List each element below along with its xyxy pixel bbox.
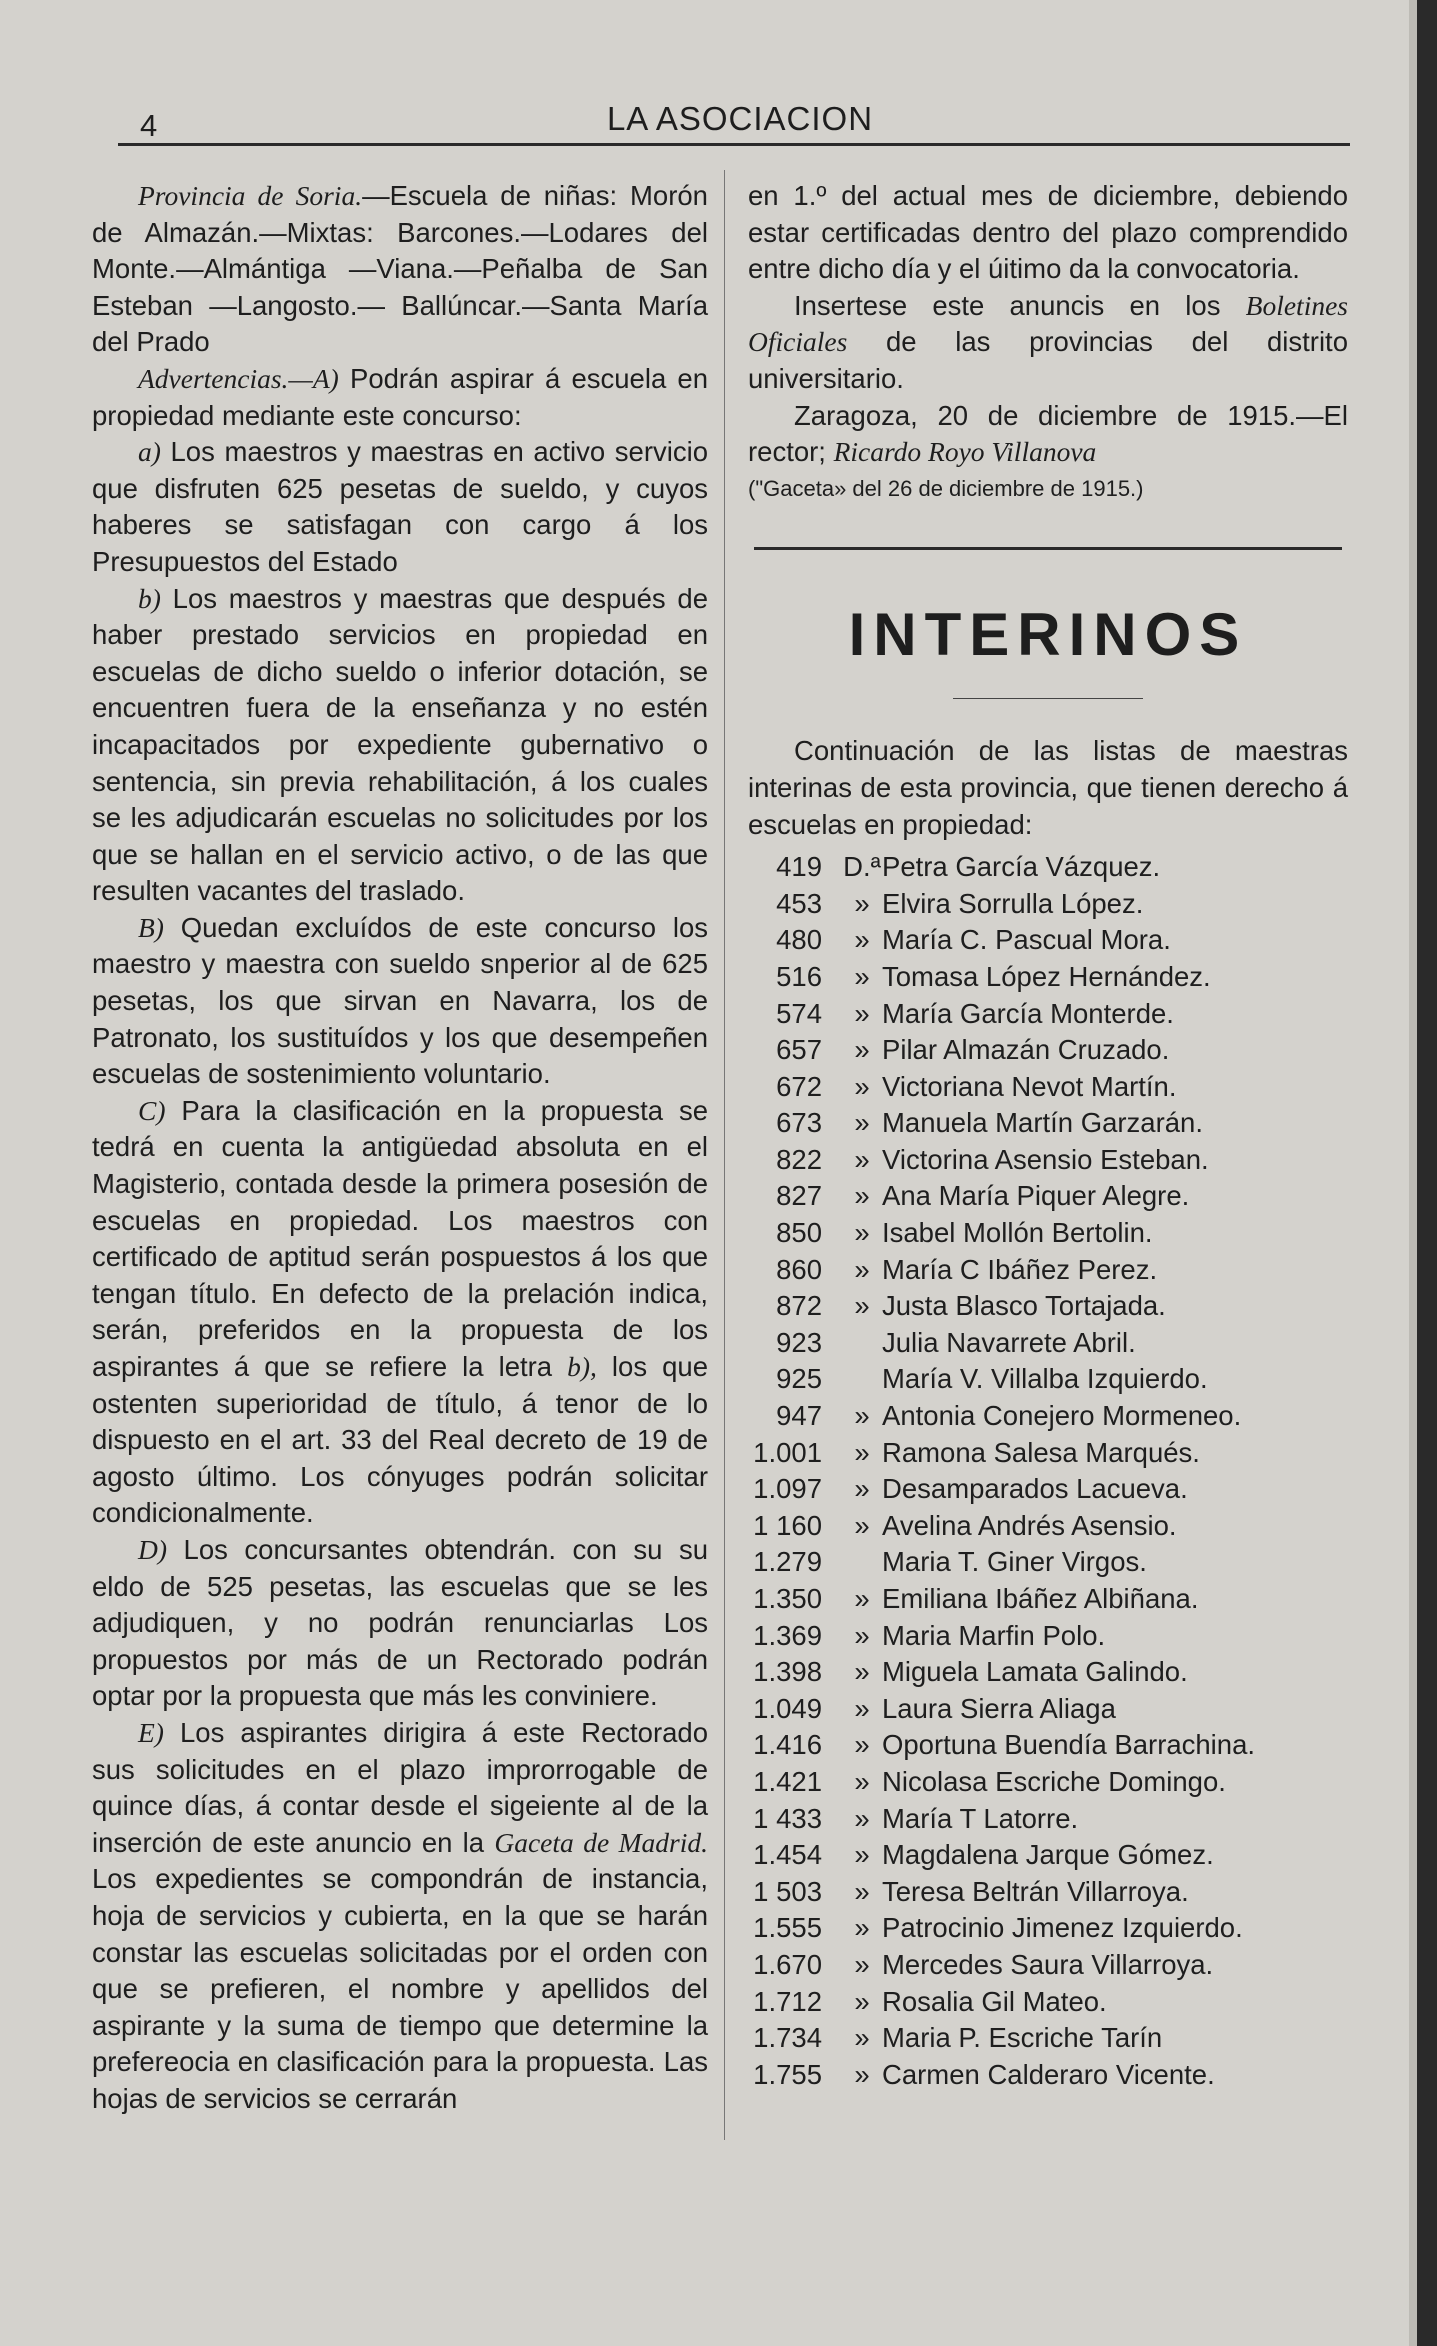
page-edge [1417,0,1437,2346]
list-item-mark: » [854,2022,870,2054]
list-item [748,1508,1348,1545]
list-item-number: 672 [776,1070,822,1102]
list-item-mark: » [854,1912,870,1944]
list-item [748,1032,1348,1069]
list-item-name: Antonia Conejero Mormeneo. [882,1400,1242,1432]
list-item-mark: » [854,1985,870,2017]
paragraph-insertese: Insertese este anuncis en los Boletines Oficiales de las provincias del distrito universitario. [748,289,1348,394]
list-item-number: 673 [776,1107,822,1139]
list-item [748,922,1348,959]
list-item-number: 860 [776,1253,822,1285]
list-item-number: 1 160 [753,1509,822,1541]
list-item-number: 1.416 [753,1729,822,1761]
list-item-name: Emiliana Ibáñez Albiñana. [882,1583,1199,1614]
list-item [748,1764,1348,1801]
list-item [748,1874,1348,1911]
list-item-mark: » [854,1143,870,1175]
gaceta-citation: ("Gaceta» del 26 de diciembre de 1915.) [748,475,1144,501]
list-item-number: 1.734 [753,2022,822,2054]
section-rule [754,547,1342,550]
list-item-mark: » [854,1436,870,1468]
running-head: LA ASOCIACION [606,100,874,137]
list-item-number: 574 [776,997,822,1029]
list-item-number: 923 [776,1326,822,1358]
list-item-name: María T Latorre. [882,1802,1079,1834]
list-item-mark: » [854,1473,870,1505]
list-item-name: Justa Blasco Tortajada. [882,1290,1166,1322]
list-item [748,1984,1348,2021]
list-item-mark: » [854,1583,870,1614]
page-number: 4 [140,108,158,143]
paragraph-advertencias: Advertencias.—A) Podrán aspirar á escuela en propiedad mediante este concurso: [92,362,708,431]
list-item-number: 1.555 [753,1912,822,1944]
list-item-number: 1.454 [753,1839,822,1871]
paragraph-D: D) Los concursantes obtendrán. con su su eldo de 525 pesetas, las escuelas que se les adjudiquen, y no podrán renunciarlas Los propuestos por más de un Rectorado podrán optar por la propuesta que más les conviniere. [92,1533,708,1712]
list-item-name: María C. Pascual Mora. [882,924,1171,956]
list-item-name: Maria T. Giner Virgos. [882,1546,1147,1578]
list-item-mark: » [854,1400,870,1432]
list-item-number: 453 [776,887,822,919]
list-item-name: Petra García Vázquez. [882,851,1161,883]
list-item [748,996,1348,1033]
list-item-name: Rosalia Gil Mateo. [882,1985,1107,2017]
list-item [748,1801,1348,1838]
list-item [748,1252,1348,1289]
list-item [748,1544,1348,1581]
list-item [748,1471,1348,1508]
list-item [748,1069,1348,1106]
list-item-number: 872 [776,1290,822,1322]
list-item-mark: » [854,924,870,956]
list-item-name: María García Monterde. [882,997,1174,1029]
paragraph-signature: Zaragoza, 20 de diciembre de 1915.—El rector; Ricardo Royo Villanova [748,399,1348,468]
list-item-mark: » [854,960,870,992]
list-item-mark: » [854,997,870,1029]
list-item-number: 827 [776,1180,822,1212]
section-title: INTERINOS [848,601,1248,669]
list-item-mark: » [854,1729,870,1761]
list-item-mark: » [854,1070,870,1102]
left-column [92,178,708,2117]
list-item-name: Oportuna Buendía Barrachina. [882,1729,1256,1761]
list-item-mark: » [854,1180,870,1212]
paragraph-E: E) Los aspirantes dirigira á este Rectorado sus solicitudes en el plazo improrrogable de quince días, á contar desde el sigeiente al de la inserción de este anuncio en la Gaceta de Madrid. Los expedientes se compondrán de instancia, hoja de servicios y cubierta, en la que se harán constar las escuelas solicitadas por el orden con que se prefieren, el nombre y apellidos del aspirante y la suma de tiempo que determine la prefereocia en clasificación para la propuesta. Las hojas de servicios se cerrarán [92,1716,708,2114]
list-item-name: María V. Villalba Izquierdo. [882,1363,1208,1395]
list-item-name: Tomasa López Hernández. [882,960,1211,992]
list-item [748,1837,1348,1874]
list-item-mark: » [854,887,870,919]
column-divider [724,170,725,2140]
list-item-number: 1.279 [753,1546,822,1578]
paragraph-intro: Continuación de las listas de maestras interinas de esta provincia, que tienen derecho á escuelas en propiedad: [748,735,1348,840]
list-item-number: 1.001 [753,1436,822,1468]
list-item [748,1947,1348,1984]
list-item-number: 1.755 [753,2058,822,2090]
list-item [748,1142,1348,1179]
list-item [748,1178,1348,1215]
list-item [748,1727,1348,1764]
list-item [748,1288,1348,1325]
list-item-name: Ramona Salesa Marqués. [882,1436,1200,1468]
list-item-name: Avelina Andrés Asensio. [882,1509,1177,1541]
list-item-name: Ana María Piquer Alegre. [882,1180,1190,1212]
list-item [748,1910,1348,1947]
list-item-mark: » [854,1290,870,1322]
list-item-name: María C Ibáñez Perez. [882,1253,1158,1285]
list-item-number: 516 [776,960,822,992]
list-item-mark: » [854,1692,870,1724]
list-item-name: Elvira Sorrulla López. [882,887,1144,919]
list-item [748,1398,1348,1435]
list-item-mark: D.ª [843,851,881,883]
page-edge-shadow [1409,0,1417,2346]
list-item-mark: » [854,1765,870,1797]
list-item-number: 850 [776,1217,822,1249]
list-item [748,1435,1348,1472]
list-item-number: 1.670 [753,1948,822,1980]
list-item [748,1105,1348,1142]
list-item-name: Patrocinio Jimenez Izquierdo. [882,1912,1243,1944]
list-item-name: Mercedes Saura Villarroya. [882,1948,1214,1980]
list-item-number: 1.421 [753,1765,822,1797]
list-item-number: 1 433 [753,1802,822,1834]
province-name: Provincia de Soria. [138,180,363,211]
paragraph-provincia: Provincia de Soria.—Escuela de niñas: Morón de Almazán.—Mixtas: Barcones.—Lodares del Monte.—Almántiga —Viana.—Peñalba de San Esteban —Langosto.— Ballúncar.—Santa María del Prado [92,180,708,358]
list-item [748,1325,1348,1362]
list-item-number: 1.712 [753,1985,822,2017]
list-item [748,1618,1348,1655]
list-item-number: 822 [776,1143,822,1175]
list-item-mark: » [854,1034,870,1066]
list-item-name: Julia Navarrete Abril. [882,1326,1136,1358]
list-item-mark: » [854,1656,870,1688]
paragraph-b: b) Los maestros y maestras que después de haber prestado servicios en propiedad en escuelas de dicho sueldo o inferior dotación, se encuentren fuera de la enseñanza y no estén incapacitados por expediente gubernativo o sentencia, sin previa rehabilitación, á los cuales se les adjudicarán escuelas no solicitudes por los que se hallan en el servicio activo, o de las que resulten vacantes del traslado. [92,582,708,907]
list-item-mark: » [854,1509,870,1541]
list-item-mark: » [854,1839,870,1871]
list-item [748,1581,1348,1618]
list-item-mark: » [854,1948,870,1980]
list-item-mark: » [854,1217,870,1249]
paragraph-continuation: en 1.º del actual mes de diciembre, debiendo estar certificadas dentro del plazo comprendido entre dicho día y el úitimo da la convocatoria. [748,180,1348,285]
list-item [748,1691,1348,1728]
list-item [748,1654,1348,1691]
list-item-name: Isabel Mollón Bertolin. [882,1217,1153,1249]
right-column [748,178,1348,2093]
list-item-name: Desamparados Lacueva. [882,1473,1188,1505]
paragraph-B: B) Quedan excluídos de este concurso los maestro y maestra con sueldo snperior al de 625 pesetas, los que sirvan en Navarra, los de Patronato, los sustituídos y los que desempeñen escuelas de sostenimiento voluntario. [92,911,708,1090]
paragraph-a: a) Los maestros y maestras en activo servicio que disfruten 625 pesetas de sueldo, y cuyos haberes se satisfagan con cargo á los Presupuestos del Estado [92,436,708,577]
list-item-name: Pilar Almazán Cruzado. [882,1034,1170,1066]
list-item-number: 480 [776,924,822,956]
list-item-number: 925 [776,1363,822,1395]
list-item-number: 419 [776,851,822,883]
list-item-number: 1.049 [753,1692,822,1724]
section-title-underline [953,698,1143,699]
list-item-mark: » [854,2058,870,2090]
list-item-name: Nicolasa Escriche Domingo. [882,1765,1226,1797]
list-item-number: 1.350 [753,1583,822,1614]
list-item-mark: » [854,1875,870,1907]
list-item-mark: » [854,1253,870,1285]
list-item-name: Laura Sierra Aliaga [882,1692,1116,1724]
list-item-name: Manuela Martín Garzarán. [882,1107,1203,1139]
list-item [748,1215,1348,1252]
signatory: Ricardo Royo Villanova [833,436,1097,468]
list-item-name: Miguela Lamata Galindo. [882,1656,1188,1688]
advertencias-label: Advertencias.—A) [138,362,339,394]
list-item [748,959,1348,996]
list-item-name: Victoriana Nevot Martín. [882,1070,1177,1102]
list-item-number: 947 [776,1400,822,1432]
list-item-mark: » [854,1619,870,1651]
list-item-mark: » [854,1802,870,1834]
list-item-name: Maria Marfin Polo. [882,1619,1106,1651]
list-item [748,1361,1348,1398]
list-item [748,849,1348,886]
list-item-mark: » [854,1107,870,1139]
list-item-number: 1.398 [753,1656,822,1688]
list-item-name: Victorina Asensio Esteban. [882,1143,1209,1175]
paragraph-C: C) Para la clasificación en la propuesta se tedrá en cuenta la antigüedad absoluta en el Magisterio, contada desde la primera posesión de escuelas en propiedad. Los maestros con certificado de aptitud serán pospuestos á los que tengan título. En defecto de la prelación indica, serán, preferidos en la propuesta de los aspirantes á que se refiere la letra b), los que ostenten superioridad de título, á tenor de lo dispuesto en el art. 33 del Real decreto de 19 de agosto último. Los cónyuges podrán solicitar condicionalmente. [92,1094,708,1529]
list-item-name: Carmen Calderaro Vicente. [882,2058,1215,2090]
list-item [748,2020,1348,2057]
list-item-number: 1.369 [753,1619,822,1651]
list-item-number: 1.097 [753,1473,822,1505]
list-item-name: Magdalena Jarque Gómez. [882,1839,1214,1871]
list-item [748,886,1348,923]
list-item-name: Teresa Beltrán Villarroya. [882,1875,1189,1907]
list-item-number: 1 503 [753,1875,822,1907]
list-item-number: 657 [776,1034,822,1066]
header-rule [118,143,1350,146]
list-item-name: Maria P. Escriche Tarín [882,2022,1163,2054]
list-item [748,2057,1348,2094]
interinos-list [748,849,1348,2093]
